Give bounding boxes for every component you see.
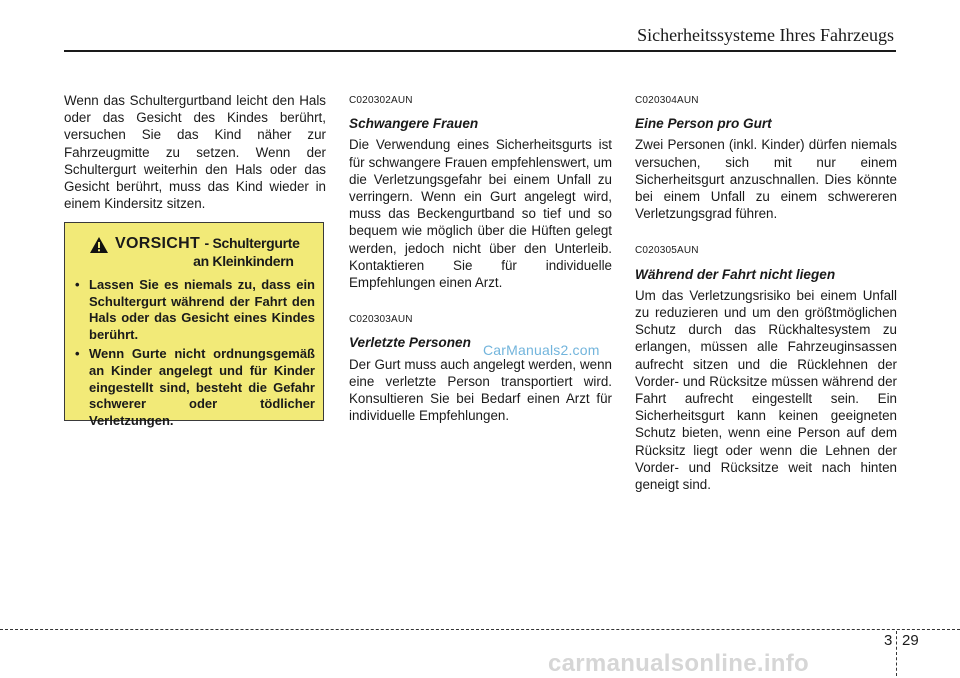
warning-word: VORSICHT bbox=[115, 235, 201, 252]
section-text: Um das Verletzungsrisiko bei einem Unfall zu reduzieren und um den größtmöglichen Schutz durch das Rückhaltesystem zu erlangen, müssen alle Fahrzeuginsassen aufrecht sitzen und die Rücklehnen der Vorder- und Rücksitze müssen während der Fahrt aufrecht eingestellt sein. Ein Sicherheitsgurt kann keinen geeigneten Schutz bieten, wenn eine Person auf dem Rücksitz liegt oder wenn die Lehnen der Vorder- und Rücksitze weit nach hinten geneigt sind. bbox=[635, 287, 897, 493]
warning-item: • Lassen Sie es niemals zu, dass ein Schultergurt während der Fahrt den Hals oder das Gesicht eines Kindes berührt. bbox=[75, 277, 315, 343]
warning-item: • Wenn Gurte nicht ordnungsgemäß an Kinder angelegt und für Kinder eingestellt sind, besteht die Gefahr schwerer oder tödlicher Verletzungen. bbox=[75, 346, 315, 429]
column-left bbox=[64, 92, 326, 212]
warning-title-line2: an Kleinkindern bbox=[193, 253, 294, 269]
section-code: C020304AUN bbox=[635, 95, 699, 106]
section-heading: Schwangere Frauen bbox=[349, 116, 479, 132]
footer-divider bbox=[0, 629, 960, 630]
page-number-separator bbox=[896, 631, 898, 676]
header-divider bbox=[64, 50, 896, 52]
section-text: Zwei Personen (inkl. Kinder) dürfen niemals versuchen, sich mit nur einem Sicherheitsgurt anzuschnallen. Dies könnte bei einem Unfall zu einem schwereren Verletzungsgrad führen. bbox=[635, 137, 897, 222]
section-heading: Während der Fahrt nicht liegen bbox=[635, 266, 836, 282]
warning-triangle-icon bbox=[89, 236, 109, 254]
warning-title-line1: - Schultergurte bbox=[204, 235, 300, 251]
section-code: C020305AUN bbox=[635, 245, 699, 257]
section-text: Die Verwendung eines Sicherheitsgurts ist für schwangere Frauen empfehlenswert, um die Verletzungsgefahr bei einem Unfall zu verringern. Wenn ein Gurt angelegt wird, muss das Beckengurtband so tief und so bequem wie möglich über die Hüften gelegt werden, jedoch nicht über den Unterleib. Kontaktieren Sie für individuelle Empfehlungen einen Arzt. bbox=[349, 137, 612, 291]
section-text: Der Gurt muss auch angelegt werden, wenn eine verletzte Person transportiert wird. Konsultieren Sie bei Bedarf einen Arzt für individuelle Empfehlungen. bbox=[349, 356, 612, 424]
watermark-mid: CarManuals2.com bbox=[483, 342, 600, 358]
warning-box bbox=[64, 222, 324, 428]
warning-heading bbox=[89, 235, 315, 269]
chapter-number: 3 bbox=[884, 632, 893, 649]
watermark-bottom: carmanualsonline.info bbox=[548, 650, 810, 677]
section-heading: Verletzte Personen bbox=[349, 335, 471, 351]
section-code: C020302AUN bbox=[349, 95, 413, 106]
page-header-title: Sicherheitssysteme Ihres Fahrzeugs bbox=[637, 25, 894, 45]
warning-list bbox=[75, 277, 315, 429]
column-middle bbox=[349, 92, 612, 424]
section-code: C020303AUN bbox=[349, 314, 413, 326]
column-right bbox=[635, 92, 897, 493]
section-heading: Eine Person pro Gurt bbox=[635, 116, 772, 132]
intro-paragraph: Wenn das Schultergurtband leicht den Hals oder das Gesicht des Kindes berührt, versuchen Sie das Kind näher zur Fahrzeugmitte zu setzen. Wenn der Schultergurt weiterhin den Hals oder das Gesicht berührt, muss das Kind wieder in einem Kindersitz sitzen. bbox=[64, 93, 326, 212]
page-number: 29 bbox=[902, 632, 919, 649]
